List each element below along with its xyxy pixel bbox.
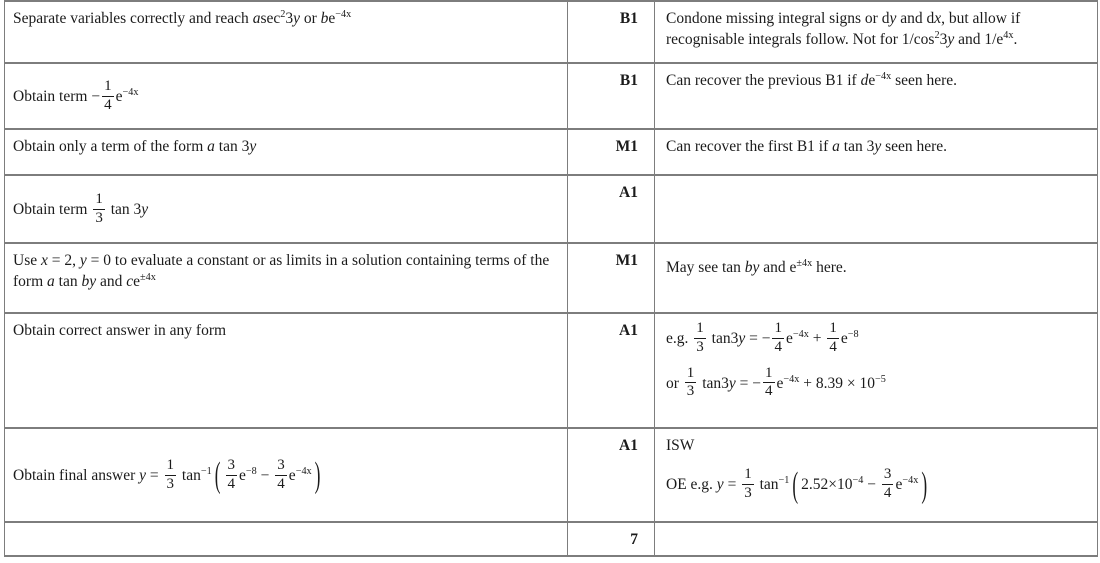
math-variable: y (874, 138, 882, 155)
math-line (666, 9, 1087, 51)
math-line (13, 9, 557, 30)
text-run: tan (178, 466, 201, 484)
math-line (666, 258, 1087, 279)
mark-label: A1 (619, 322, 638, 339)
superscript: −5 (875, 373, 886, 385)
superscript: ±4x (140, 271, 156, 283)
math-variable: y (716, 475, 724, 493)
math-variable: y (293, 10, 300, 27)
text-run: e.g. (666, 329, 693, 347)
superscript: 2 (280, 8, 286, 20)
text-run: or (666, 374, 683, 392)
math-line (666, 321, 1087, 356)
math-line (666, 465, 1087, 505)
text-run: and (96, 272, 127, 290)
superscript: −1 (778, 474, 790, 486)
text-run: Obtain final answer (13, 466, 140, 484)
table-row (5, 313, 1098, 428)
math-fraction (882, 467, 894, 502)
text-run: e (133, 272, 141, 290)
mark-label: M1 (615, 252, 638, 269)
fraction-numerator: 3 (226, 458, 238, 476)
fraction-denominator: 3 (686, 383, 695, 400)
text-run: ISW (666, 437, 695, 454)
superscript: 2 (934, 29, 940, 41)
fraction-denominator: 3 (166, 475, 175, 492)
text-run: e (840, 329, 848, 347)
fraction-numerator: 1 (93, 192, 105, 210)
description-cell (5, 428, 568, 522)
math-fraction (226, 458, 238, 493)
superscript: −8 (847, 328, 859, 340)
text-run: . (1013, 30, 1018, 48)
text-run: + 8.39 × 10 (799, 374, 875, 392)
math-fraction (275, 458, 287, 493)
mark-cell (568, 1, 655, 63)
mark-label: M1 (615, 138, 638, 155)
open-paren: ( (792, 465, 799, 505)
mark-label: B1 (619, 72, 638, 89)
text-run: seen here. (891, 72, 958, 89)
mark-cell (568, 313, 655, 428)
math-variable: a (207, 138, 215, 155)
math-variable: a (832, 138, 840, 155)
close-paren: ) (314, 456, 321, 496)
text-run: May see tan (666, 259, 745, 276)
mark-cell (568, 129, 655, 175)
math-fraction (694, 321, 706, 356)
text-run: here. (812, 259, 847, 276)
superscript: −1 (200, 465, 212, 477)
text-run: Obtain correct answer in any form (13, 322, 227, 339)
table-row (5, 1, 1098, 63)
superscript: −4 (852, 474, 864, 486)
guidance-cell (655, 522, 1098, 556)
text-run: OE e.g. (666, 475, 717, 493)
math-fraction (772, 321, 784, 356)
text-run: Can recover the previous B1 if (666, 72, 861, 89)
text-run: − (256, 466, 274, 484)
fraction-numerator: 3 (275, 458, 287, 476)
text-run: = − (735, 374, 761, 392)
description-cell (5, 63, 568, 129)
table-row (5, 63, 1098, 129)
text-run: Use (13, 252, 41, 269)
math-variable: d (860, 72, 869, 89)
description-cell (5, 522, 568, 556)
text-run: and 1/e (954, 30, 1004, 48)
math-line (13, 137, 557, 158)
fraction-numerator: 1 (165, 458, 177, 476)
guidance-cell (655, 63, 1098, 129)
fraction-numerator: 1 (763, 366, 775, 384)
text-run: − (863, 475, 880, 493)
math-line (666, 366, 1087, 401)
math-variable: y (889, 10, 897, 27)
text-run: Separate variables correctly and reach (13, 10, 253, 27)
superscript: 4x (1003, 29, 1014, 41)
text-run: = − (745, 329, 771, 347)
text-run: seen here. (881, 138, 948, 155)
math-variable: c (126, 272, 134, 290)
text-run: Can recover the first B1 if (666, 138, 833, 155)
superscript: −4x (295, 465, 312, 477)
text-run: e (776, 374, 784, 392)
math-fraction (93, 192, 105, 227)
math-variable: by (81, 272, 97, 290)
text-run: = (723, 475, 741, 493)
superscript: −4x (122, 86, 139, 98)
mark-cell (568, 243, 655, 313)
mark-cell (568, 175, 655, 243)
text-run: tan (755, 475, 779, 493)
math-variable: a (47, 272, 55, 290)
superscript: −4x (875, 70, 892, 82)
math-variable: y (141, 200, 149, 218)
math-variable: b (320, 10, 329, 27)
mark-label: A1 (619, 437, 638, 454)
math-variable: by (744, 259, 760, 276)
text-run: e (115, 87, 123, 105)
text-run: , but allow if recognisable integrals follow. Not for 1/cos (666, 10, 1021, 48)
fraction-numerator: 1 (685, 366, 697, 384)
math-variable: y (249, 138, 257, 155)
superscript: −4x (783, 373, 800, 385)
fraction-denominator: 4 (104, 96, 112, 113)
fraction-numerator: 1 (742, 467, 754, 485)
superscript: ±4x (796, 257, 813, 269)
open-paren: ( (214, 456, 221, 496)
math-line (666, 137, 1087, 158)
math-fraction (685, 366, 697, 401)
fraction-numerator: 1 (772, 321, 784, 339)
table-row (5, 522, 1098, 556)
math-line (13, 321, 557, 342)
description-cell (5, 175, 568, 243)
text-run: e (868, 72, 876, 89)
fraction-denominator: 4 (277, 475, 285, 492)
fraction-denominator: 4 (227, 475, 236, 492)
text-run: e (785, 329, 793, 347)
superscript: −4x (902, 474, 919, 486)
mark-scheme-table (4, 0, 1098, 557)
text-run: tan 3 (839, 138, 875, 155)
text-run: tan3 (707, 329, 739, 347)
math-variable: a (252, 10, 261, 27)
text-run: e (239, 466, 246, 484)
mark-label: 7 (630, 531, 638, 548)
math-variable: y (738, 329, 746, 347)
fraction-denominator: 4 (774, 338, 782, 355)
text-run: Condone missing integral signs or d (666, 10, 890, 27)
guidance-cell (655, 1, 1098, 63)
text-run: = 2, (47, 252, 80, 269)
math-line (13, 456, 557, 496)
text-run: sec (260, 10, 281, 27)
mark-cell (568, 428, 655, 522)
math-fraction (165, 458, 177, 493)
mark-cell (568, 522, 655, 556)
math-variable: y (139, 466, 147, 484)
text-run: e (328, 10, 336, 27)
fraction-denominator: 4 (829, 338, 837, 355)
description-cell (5, 313, 568, 428)
text-run: Obtain only a term of the form (13, 138, 208, 155)
math-line (13, 79, 557, 114)
text-run: e (288, 466, 296, 484)
math-line (13, 251, 557, 293)
mark-label: A1 (619, 184, 638, 201)
math-fraction (827, 321, 839, 356)
math-variable: x (40, 252, 48, 269)
text-run: tan 3 (106, 200, 142, 218)
fraction-numerator: 1 (827, 321, 839, 339)
table-row (5, 175, 1098, 243)
math-variable: y (79, 252, 87, 269)
description-cell (5, 1, 568, 63)
text-run: + (808, 329, 826, 347)
math-fraction (102, 79, 114, 114)
superscript: −4x (792, 328, 809, 340)
superscript: −8 (245, 465, 257, 477)
text-run: 2.52×10 (801, 475, 853, 493)
text-run: tan 3 (214, 138, 250, 155)
superscript: −4x (335, 8, 352, 20)
text-run: Obtain term − (13, 87, 101, 105)
mark-cell (568, 63, 655, 129)
text-run: tan3 (698, 374, 729, 392)
fraction-denominator: 3 (696, 338, 704, 355)
fraction-numerator: 3 (882, 467, 894, 485)
text-run: or (299, 10, 321, 27)
math-variable: y (728, 374, 736, 392)
guidance-cell (655, 129, 1098, 175)
table-row (5, 243, 1098, 313)
close-paren: ) (921, 465, 928, 505)
mark-label: B1 (619, 10, 638, 27)
text-run: and d (896, 10, 935, 27)
math-fraction (763, 366, 775, 401)
text-run: Obtain term (13, 200, 92, 218)
text-run: 3 (939, 30, 948, 48)
fraction-denominator: 3 (95, 209, 103, 226)
table-row (5, 428, 1098, 522)
fraction-denominator: 4 (883, 484, 892, 501)
text-run: 3 (285, 10, 294, 27)
math-variable: y (947, 30, 955, 48)
fraction-numerator: 1 (102, 79, 114, 97)
fraction-denominator: 3 (744, 484, 752, 501)
text-run: tan (54, 272, 82, 290)
table-body (5, 1, 1098, 556)
math-line (666, 71, 1087, 92)
table-row (5, 129, 1098, 175)
guidance-cell (655, 313, 1098, 428)
guidance-cell (655, 243, 1098, 313)
math-fraction (742, 467, 754, 502)
guidance-cell (655, 175, 1098, 243)
fraction-denominator: 4 (765, 383, 773, 400)
fraction-numerator: 1 (694, 321, 706, 339)
description-cell (5, 129, 568, 175)
description-cell (5, 243, 568, 313)
text-run: = (146, 466, 163, 484)
math-variable: x (934, 10, 942, 27)
text-run: and e (759, 259, 797, 276)
math-line (13, 192, 557, 227)
guidance-cell (655, 428, 1098, 522)
text-run: = 0 to evaluate a constant or as limits in a solution containing terms of the form (13, 252, 550, 290)
math-line (666, 436, 1087, 457)
text-run: e (895, 475, 903, 493)
